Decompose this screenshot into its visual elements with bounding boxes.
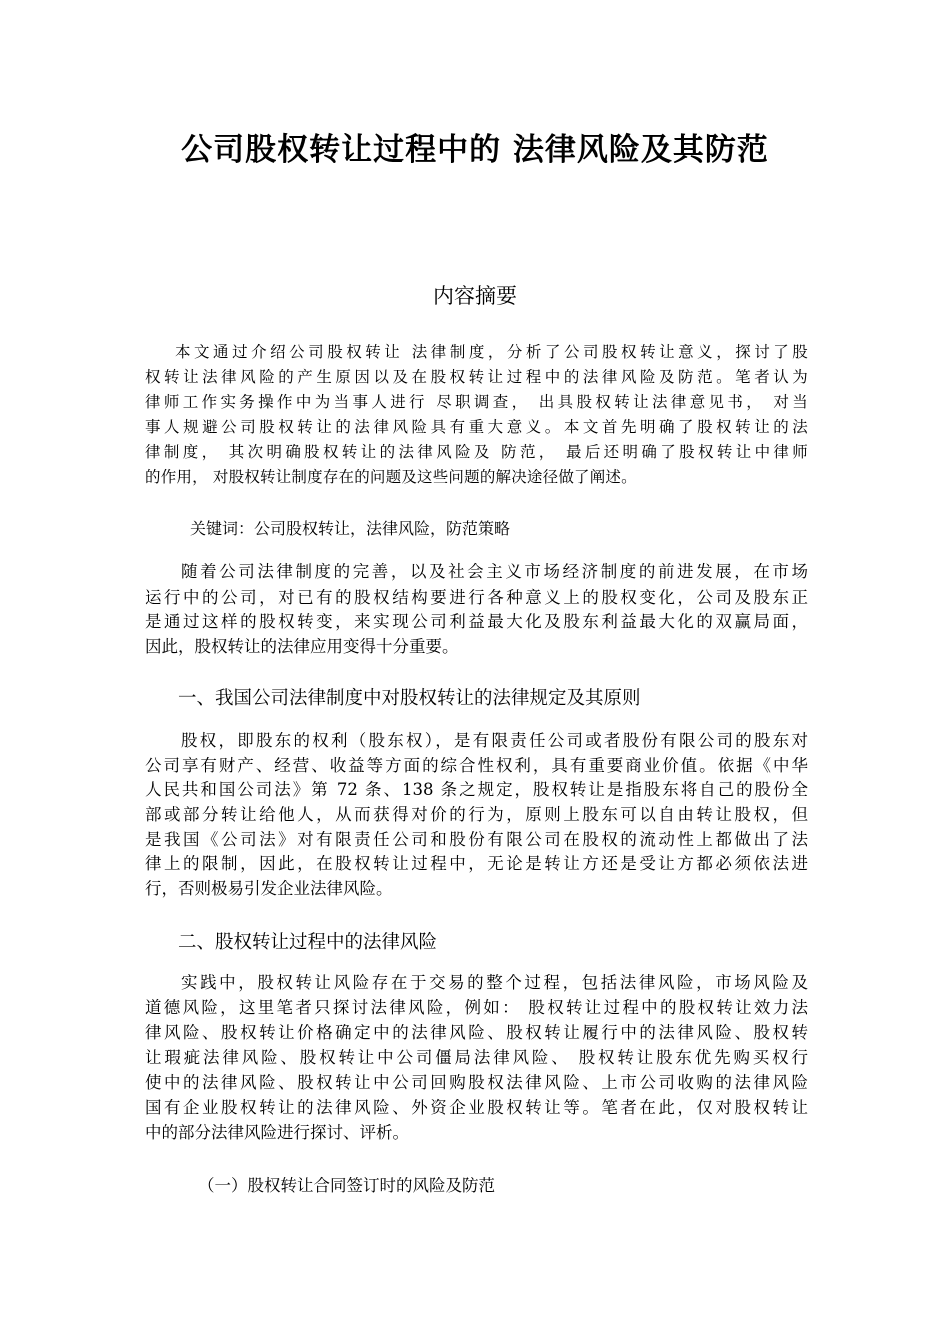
- paragraph-line: 随着公司法律制度的完善，以及社会主义市场经济制度的前进发展，在市场: [181, 562, 808, 581]
- abstract-line: 权转让法律风险的产生原因以及在股权转让过程中的法律风险及防范。笔者认为: [145, 368, 808, 386]
- abstract-line: 律制度， 其次明确股权转让的法律风险及 防范， 最后还明确了股权转让中律师: [145, 443, 808, 461]
- subsection-heading: （一）股权转让合同签订时的风险及防范: [198, 1176, 495, 1195]
- paragraph-line: 使中的法律风险、股权转让中公司回购股权法律风险、上市公司收购的法律风险: [145, 1073, 808, 1092]
- paragraph-line: 律风险、股权转让价格确定中的法律风险、股权转让履行中的法律风险、股权转: [145, 1023, 808, 1042]
- paragraph-line: 律上的限制，因此，在股权转让过程中，无论是转让方还是受让方都必须依法进: [145, 854, 808, 873]
- paragraph-line: 股权，即股东的权利（股东权），是有限责任公司或者股份有限公司的股东对: [181, 731, 808, 750]
- section-heading: 一、我国公司法律制度中对股权转让的法律规定及其原则: [178, 688, 641, 709]
- paragraph-line: 中的部分法律风险进行探讨、评析。: [145, 1123, 409, 1142]
- abstract-line: 本文通过介绍公司股权转让 法律制度，分析了公司股权转让意义，探讨了股: [175, 343, 808, 361]
- paragraph-line: 道德风险，这里笔者只探讨法律风险，例如： 股权转让过程中的股权转让效力法: [145, 998, 808, 1017]
- paragraph-line: 公司享有财产、经营、收益等方面的综合性权利，具有重要商业价值。依据《中华: [145, 756, 808, 775]
- keywords: 关键词：公司股权转让，法律风险，防范策略: [190, 519, 511, 538]
- paragraph-line: 人民共和国公司法》第 72 条、138 条之规定，股权转让是指股东将自己的股份全: [145, 780, 808, 799]
- paragraph-line: 让瑕疵法律风险、股权转让中公司僵局法律风险、 股权转让股东优先购买权行: [145, 1048, 808, 1067]
- abstract-line: 的作用， 对股权转让制度存在的问题及这些问题的解决途径做了阐述。: [145, 468, 637, 486]
- paragraph-line: 是我国《公司法》对有限责任公司和股份有限公司在股权的流动性上都做出了法: [145, 830, 808, 849]
- abstract-line: 律师工作实务操作中为当事人进行 尽职调查， 出具股权转让法律意见书， 对当: [145, 393, 808, 411]
- document-title: 公司股权转让过程中的 法律风险及其防范: [181, 132, 769, 168]
- paragraph-line: 因此，股权转让的法律应用变得十分重要。: [145, 637, 459, 656]
- paragraph-line: 实践中，股权转让风险存在于交易的整个过程，包括法律风险，市场风险及: [181, 973, 808, 992]
- abstract-heading: 内容摘要: [433, 284, 517, 308]
- paragraph-line: 国有企业股权转让的法律风险、外资企业股权转让等。笔者在此，仅对股权转让: [145, 1098, 808, 1117]
- abstract-line: 事人规避公司股权转让的法律风险具有重大意义。本文首先明确了股权转让的法: [145, 418, 808, 436]
- section-heading: 二、股权转让过程中的法律风险: [178, 932, 438, 953]
- paragraph-line: 运行中的公司，对已有的股权结构要进行各种意义上的股权变化，公司及股东正: [145, 588, 808, 607]
- paragraph-line: 部或部分转让给他人，从而获得对价的行为，原则上股东可以自由转让股权，但: [145, 805, 808, 824]
- paragraph-line: 是通过这样的股权转变，来实现公司利益最大化及股东利益最大化的双赢局面，: [145, 612, 808, 631]
- paragraph-line: 行，否则极易引发企业法律风险。: [145, 879, 393, 898]
